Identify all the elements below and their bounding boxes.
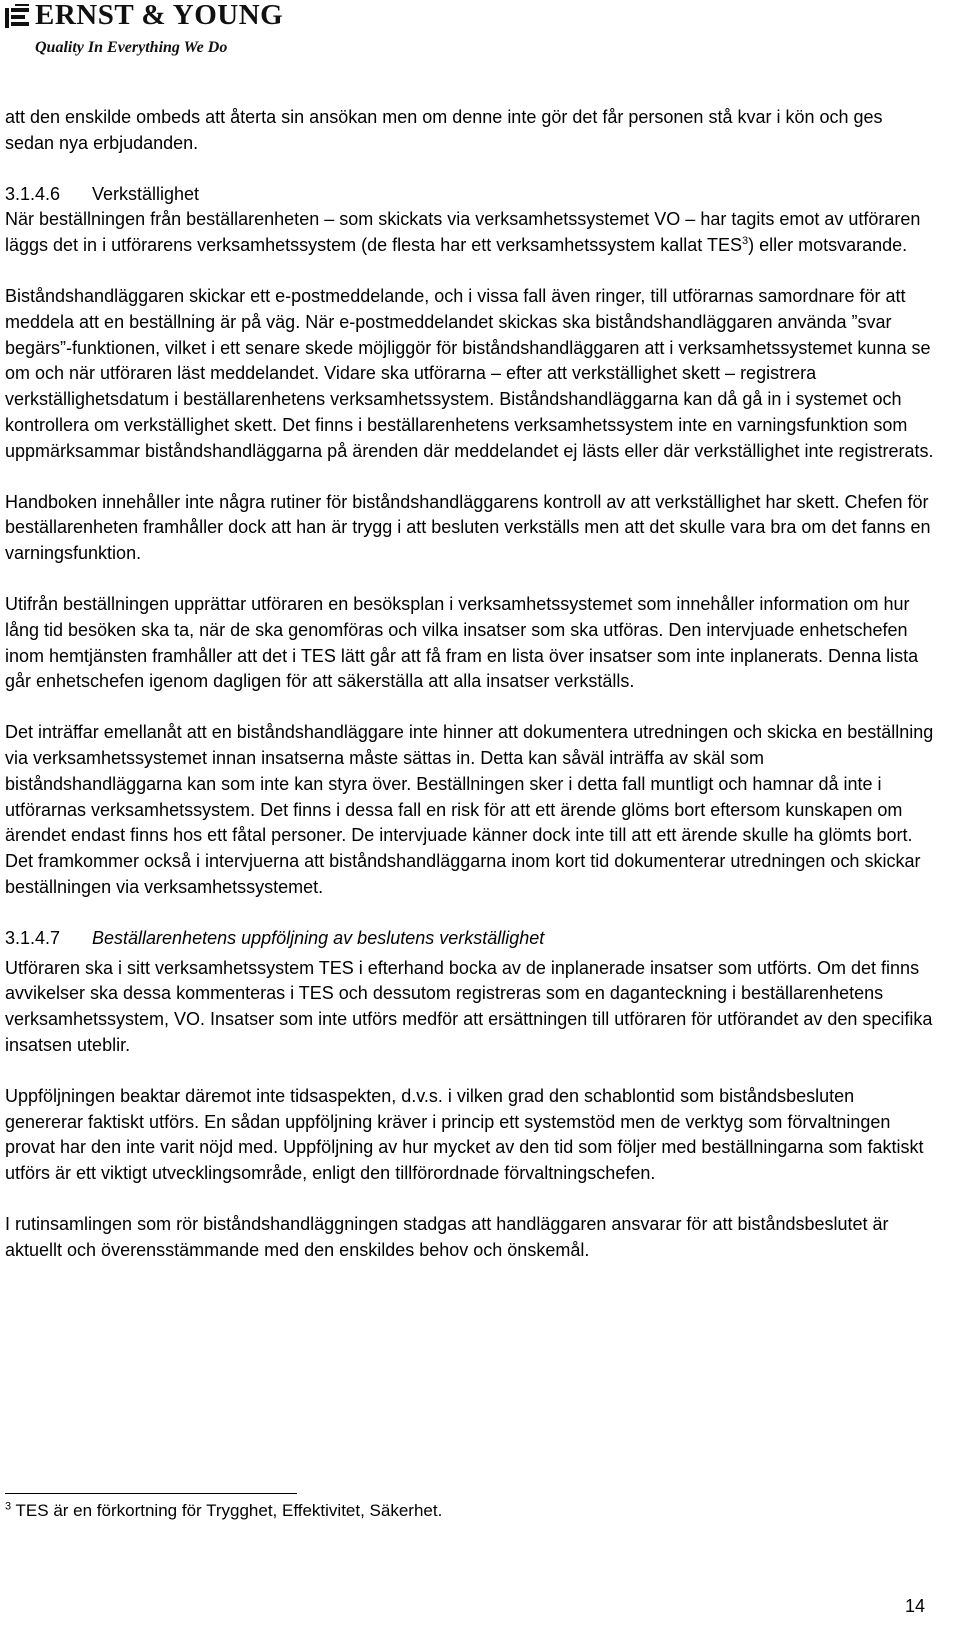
paragraph-text: När beställningen från beställarenheten – som skickats via verksamhetssystemet VO – har tagits emot av utföraren läggs det in i utförarens verksamhetssystem (de flesta har ett verksamhetssystem kallat TES xyxy=(5,209,921,256)
section-number: 3.1.4.7 xyxy=(5,927,61,948)
brand-name: ERNST & YOUNG xyxy=(35,0,284,31)
paragraph: I rutinsamlingen som rör biståndshandläggningen stadgas att handläggaren ansvarar för att biståndsbeslutet är aktuellt och överensstämmande med den enskildes behov och önskemål. xyxy=(5,1213,889,1260)
footnote xyxy=(5,1500,442,1522)
brand-tagline: Quality In Everything We Do xyxy=(35,39,228,56)
paragraph-text: ) eller motsvarande. xyxy=(748,235,908,256)
paragraph: att den enskilde ombeds att återta sin ansökan men om denne inte gör det får personen stå kvar i kön och ges sedan nya erbjudanden. xyxy=(5,107,883,153)
page-number: 14 xyxy=(904,1596,925,1616)
footnote-reference: 3 xyxy=(741,235,749,248)
footnote-text: TES är en förkortning för Trygghet, Effektivitet, Säkerhet. xyxy=(15,1501,443,1520)
logo xyxy=(5,0,283,35)
section-heading-3-1-4-6 xyxy=(5,182,935,208)
paragraph xyxy=(5,207,935,259)
paragraph: Det inträffar emellanåt att en biståndshandläggare inte hinner att dokumentera utredningen och skicka en beställning via verksamhetssystemet innan insatserna måste sättas in. Detta kan såväl inträffa av skäl som biståndshandläggarna kan som inte kan styra över. Beställningen sker i detta fall muntligt och hamnar då inte i utförarnas verksamhetssystem. Det finns i dessa fall en risk för att ett ärende glöms bort eftersom kunskapen om ärendet endast finns hos ett fåtal personer. De intervjuade känner dock inte till att ett ärende skulle ha glömts bort. Det framkommer också i intervjuerna att biståndshandläggarna inom kort tid dokumenterar utredningen och skickar beställningen via verksamhetssystemet. xyxy=(5,722,934,897)
document-body xyxy=(5,105,935,1288)
paragraph: Utifrån beställningen upprättar utföraren en besöksplan i verksamhetssystemet som innehåller information om hur lång tid besöken ska ta, när de ska genomföras och vilka insatser som ska utföras. Den intervjuade enhetschefen inom hemtjänsten framhåller att det i TES lätt går att få fram en lista över insatser som inte inplanerats. Denna lista går enhetschefen igenom dagligen för att säkerställa att alla insatser verkställs. xyxy=(5,593,919,692)
section-heading-3-1-4-7 xyxy=(5,926,935,952)
paragraph: Handboken innehåller inte några rutiner för biståndshandläggarens kontroll av att verkställighet har skett. Chefen för beställarenheten framhåller dock att han är trygg i att besluten verkställs men att det skulle vara bra om det fanns en varningsfunktion. xyxy=(5,491,931,564)
section-title: Verkställighet xyxy=(92,183,200,204)
footnote-marker: 3 xyxy=(5,1500,12,1513)
paragraph: Uppföljningen beaktar däremot inte tidsaspekten, d.v.s. i vilken grad den schablontid som biståndsbesluten genererar faktiskt utförs. En sådan uppföljning kräver i princip ett systemstöd men de verktyg som förvaltningen provat har den inte varit nöjd med. Uppföljning av hur mycket av den tid som följer med beställningarna som faktiskt utförs är ett viktigt utvecklingsområde, enligt den tillförordnade förvaltningschefen. xyxy=(5,1085,924,1184)
footnote-separator xyxy=(5,1493,297,1494)
paragraph: Biståndshandläggaren skickar ett e-postmeddelande, och i vissa fall även ringer, till utförarnas samordnare för att meddela att en beställning är på väg. När e-postmeddelandet skickas ska biståndshandläggaren använda ”svar begärs”-funktionen, vilket i ett senare skede möjliggör för biståndshandläggaren att i verksamhetssystemet kunna se om och när utföraren läst meddelandet. Vidare ska utförarna – efter att verkställighet skett – registrera verkställighetsdatum i beställarenhetens verksamhetssystem. Biståndshandläggarna kan då gå in i systemet och kontrollera om verkställighet skett. Det finns i beställarenhetens verksamhetssystem inte en varningsfunktion som uppmärksammar biståndshandläggarna på ärenden där meddelandet ej lästs eller där verkställighet inte registrerats. xyxy=(5,285,934,461)
ernst-young-logo-icon xyxy=(5,4,31,35)
page-header xyxy=(5,0,283,57)
paragraph: Utföraren ska i sitt verksamhetssystem TES i efterhand bocka av de inplanerade insatser som utförts. Om det finns avvikelser ska dessa kommenteras i TES och dessutom registreras som en daganteckning i beställarenhetens verksamhetssystem, VO. Insatser som inte utförs medför att ersättningen till utföraren för utförandet av den specifika insatsen uteblir. xyxy=(5,957,933,1055)
section-title: Beställarenhetens uppföljning av beslutens verkställighet xyxy=(92,927,545,948)
section-number: 3.1.4.6 xyxy=(5,183,61,204)
